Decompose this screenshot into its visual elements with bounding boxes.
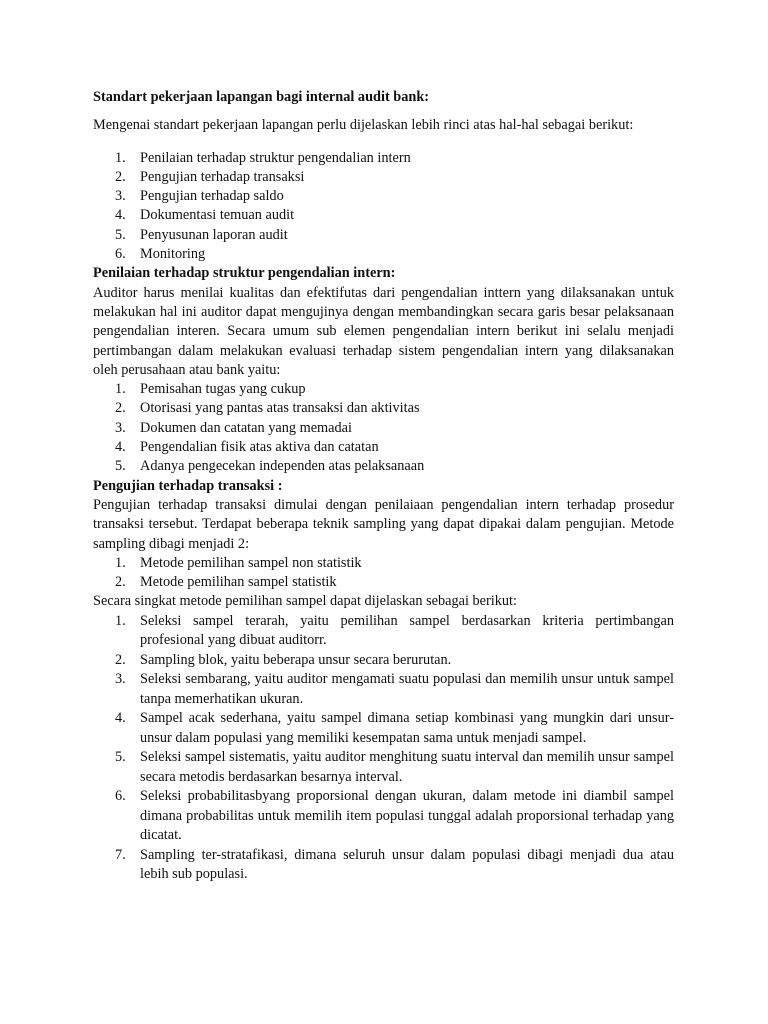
section-body-transaction-testing: Pengujian terhadap transaksi dimulai dengan penilaiaan pengendalian intern terhadap prosedur transaksi tersebut. Terdapat beberapa teknik sampling yang dapat dipakai dalam pengujian. Metode sampling dibagi menjadi 2: [93, 496, 674, 552]
intro-paragraph: Mengenai standart pekerjaan lapangan perlu dijelaskan lebih rinci atas hal-hal sebagai berikut: [93, 117, 634, 134]
list-item [93, 457, 674, 476]
audit-standards-list [93, 149, 674, 265]
section-body-internal-control: Auditor harus menilai kualitas dan efektifutas dari pengendalian inttern yang dilaksanakan untuk melakukan hal ini auditor dapat mengujinya dengan membandingkan secara garis besar pelaksanaan pengendalian interen. Secara umum sub elemen pengendalian intern berikut ini selalu menjadi pertimbangan dalam melakukan evaluasi terhadap sistem pengendalian intern yang dilaksanakan oleh perusahaan atau bank yaitu: [93, 284, 674, 378]
list-item [93, 206, 674, 225]
section-heading-transaction-testing: Pengujian terhadap transaksi : [93, 477, 283, 494]
list-item [93, 846, 674, 885]
list-text: Sampel acak sederhana, yaitu sampel dimana setiap kombinasi yang mungkin dari unsur-unsur dalam populasi yang memiliki kesempatan sama untuk menjadi sampel. [140, 710, 674, 746]
sample-selection-methods-list [93, 612, 674, 885]
list-text: Pengujian terhadap transaksi [140, 168, 305, 185]
list-number: 6. [115, 246, 126, 263]
list-number: 4. [115, 439, 126, 456]
list-number: 1. [115, 554, 126, 571]
list-item [93, 245, 674, 264]
list-item [93, 709, 674, 748]
list-text: Penyusunan laporan audit [140, 226, 288, 243]
list-text: Penilaian terhadap struktur pengendalian intern [140, 149, 411, 166]
list-number: 4. [115, 710, 126, 727]
list-item [93, 573, 674, 592]
internal-control-elements-list [93, 380, 674, 476]
list-text: Seleksi sampel sistematis, yaitu auditor menghitung suatu interval dan memilih unsur sampel secara metodis berdasarkan besarnya interval. [140, 749, 674, 785]
list-item [93, 419, 674, 438]
list-item [93, 149, 674, 168]
list-item [93, 187, 674, 206]
sample-selection-intro: Secara singkat metode pemilihan sampel dapat dijelaskan sebagai berikut: [93, 593, 517, 610]
list-text: Monitoring [140, 246, 206, 263]
list-item [93, 554, 674, 573]
list-item [93, 399, 674, 418]
list-text: Pengendalian fisik atas aktiva dan catatan [140, 439, 379, 456]
list-text: Seleksi sampel terarah, yaitu pemilihan sampel berdasarkan kriteria pertimbangan profesional yang dibuat auditorr. [140, 612, 674, 649]
list-text: Seleksi probabilitasbyang proporsional dengan ukuran, dalam metode ini diambil sampel dimana probabilitas untuk memilih item populasi tunggal adalah proporsional terhadap yang dicatat. [140, 788, 674, 843]
list-number: 1. [115, 612, 126, 629]
list-item [93, 226, 674, 245]
list-text: Otorisasi yang pantas atas transaksi dan aktivitas [140, 400, 420, 417]
list-item [93, 612, 674, 651]
list-item [93, 670, 674, 709]
list-text: Seleksi sembarang, yaitu auditor mengamati suatu populasi dan memilih unsur untuk sampel tanpa memerhatikan ukuran. [140, 671, 674, 707]
list-item [93, 168, 674, 187]
list-number: 6. [115, 788, 126, 805]
list-number: 5. [115, 458, 126, 475]
list-number: 5. [115, 749, 126, 766]
section-heading-internal-control: Penilaian terhadap struktur pengendalian intern: [93, 265, 396, 282]
document-title: Standart pekerjaan lapangan bagi internal audit bank: [93, 89, 430, 105]
list-number: 1. [115, 149, 126, 166]
list-text: Metode pemilihan sampel statistik [140, 574, 337, 591]
list-number: 2. [115, 651, 126, 668]
list-number: 4. [115, 207, 126, 224]
list-text: Sampling ter-stratafikasi, dimana seluruh unsur dalam populasi dibagi menjadi dua atau lebih sub populasi. [140, 846, 674, 882]
list-item [93, 651, 674, 670]
list-text: Adanya pengecekan independen atas pelaksanaan [140, 458, 425, 475]
list-item [93, 438, 674, 457]
list-number: 7. [115, 846, 126, 863]
list-item [93, 787, 674, 845]
list-text: Dokumentasi temuan audit [140, 207, 295, 224]
list-text: Dokumen dan catatan yang memadai [140, 419, 352, 436]
list-item [93, 380, 674, 399]
list-number: 3. [115, 419, 126, 436]
list-text: Sampling blok, yaitu beberapa unsur secara berurutan. [140, 651, 452, 668]
list-number: 2. [115, 400, 126, 417]
list-number: 5. [115, 226, 126, 243]
sampling-methods-list [93, 554, 674, 593]
list-text: Pengujian terhadap saldo [140, 188, 284, 205]
list-item [93, 748, 674, 787]
document-page [93, 88, 674, 885]
list-number: 3. [115, 671, 126, 688]
list-text: Metode pemilihan sampel non statistik [140, 554, 362, 571]
list-number: 2. [115, 168, 126, 185]
list-number: 1. [115, 381, 126, 398]
list-text: Pemisahan tugas yang cukup [140, 381, 306, 398]
list-number: 2. [115, 574, 126, 591]
list-number: 3. [115, 188, 126, 205]
